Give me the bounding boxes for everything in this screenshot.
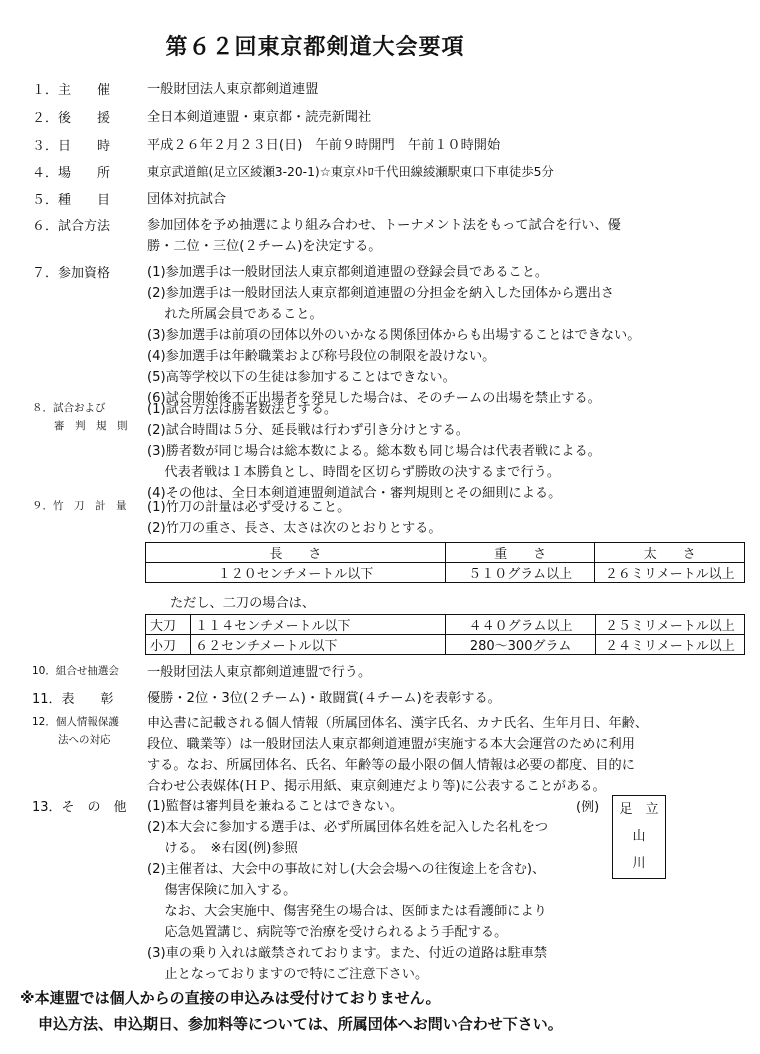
section-text: (1)竹刀の計量は必ず受けること。 (147, 500, 351, 515)
page-title: 第６２回東京都剣道大会要項 (165, 35, 465, 60)
shinai-spec-table (145, 542, 745, 583)
section-text: 勝・二位・三位(２チーム)を決定する。 (147, 239, 382, 254)
section-label: ９．竹 刀 計 量 (32, 500, 127, 512)
section-text: (3)車の乗り入れは厳禁されております。また、付近の道路は駐車禁 (147, 946, 548, 961)
section-text: (3)勝者数が同じ場合は総本数による。総本数も同じ場合は代表者戦による。 (147, 444, 601, 459)
table-header: 重 さ (446, 543, 595, 563)
section-label-line1: 12．個人情報保護 (32, 716, 119, 728)
table-row (146, 615, 745, 635)
section-text: 応急処置講じ、病院等で治療を受けられるよう手配する。 (147, 925, 508, 940)
section-text: する。なお、所属団体名、氏名、年齢等の最小限の個人情報は必要の都度、目的に (147, 758, 635, 773)
section-text: 平成２６年２月２３日(日) 午前９時開門 午前１０時開始 (147, 138, 501, 153)
section-label: 13．そ の 他 (32, 800, 127, 815)
table-cell: 小刀 (146, 635, 191, 655)
section-text: (2)竹刀の重さ、長さ、太さは次のとおりとする。 (147, 521, 442, 536)
section-label-line1: ８．試合および (32, 402, 106, 414)
section-label: 10．組合せ抽選会 (32, 665, 119, 677)
name-tag-line: 山 (632, 829, 646, 844)
table-header: 太 さ (595, 543, 745, 563)
section-label: ７．参加資格 (32, 266, 111, 281)
section-text: 止となっておりますので特にご注意下さい。 (147, 967, 429, 982)
section-text: 参加団体を予め抽選により組み合わせ、トーナメント法をもって試合を行い、優 (147, 218, 621, 233)
section-text: 段位、職業等）は一般財団法人東京都剣道連盟が実施する本大会運営のために利用 (147, 737, 635, 752)
section-label: ３．日 時 (32, 139, 111, 154)
section-label-line2: 審 判 規 則 (54, 420, 128, 432)
section-text: (1)監督は審判員を兼ねることはできない。 (147, 799, 404, 814)
table-row (146, 563, 745, 583)
section-label: ６．試合方法 (32, 219, 111, 234)
table-cell: 280～300グラム (446, 635, 595, 655)
section-text: (1)試合方法は勝者数法とする。 (147, 402, 338, 417)
section-text: (2)参加選手は一般財団法人東京都剣道連盟の分担金を納入した団体から選出さ (147, 286, 615, 301)
section-label: ５．種 目 (32, 193, 111, 208)
nito-spec-table (145, 614, 745, 655)
footer-notice: ※本連盟では個人からの直接の申込みは受付けておりません。 (20, 989, 441, 1007)
name-tag-line: 足 立 (619, 802, 659, 817)
section-text: 一般財団法人東京都剣道連盟 (147, 82, 319, 97)
table-cell: ２４ミリメートル以上 (595, 635, 744, 655)
section-label (32, 399, 150, 435)
section-text: 東京武道館(足立区綾瀬3-20-1)☆東京ﾒﾄﾛ千代田線綾瀬駅東口下車徒歩5分 (147, 165, 554, 179)
table-cell: ２５ミリメートル以上 (595, 615, 744, 635)
section-text: 合わせ公表媒体(ＨＰ、掲示用紙、東京剣連だより等)に公表することがある。 (147, 779, 606, 794)
table-cell: ２６ミリメートル以上 (595, 563, 745, 583)
section-text: ける。 ※右図(例)参照 (147, 841, 298, 856)
section-text: (3)参加選手は前項の団体以外のいかなる関係団体からも出場することはできない。 (147, 328, 641, 343)
example-label: (例) (576, 800, 600, 815)
section-text: (2)主催者は、大会中の事故に対し(大会会場への往復途上を含む)、 (147, 862, 546, 877)
table-cell: １１４センチメートル以下 (191, 615, 446, 635)
section-label-line2: 法への対応 (58, 734, 111, 746)
section-text: (4)その他は、全日本剣道連盟剣道試合・審判規則とその細則による。 (147, 486, 562, 501)
table-cell: 大刀 (146, 615, 191, 635)
section-text: 傷害保険に加入する。 (147, 883, 297, 898)
name-tag-line: 川 (632, 856, 646, 871)
section-text: なお、大会実施中、傷害発生の場合は、医師または看護師により (147, 904, 547, 919)
nito-note: ただし、二刀の場合は、 (170, 596, 316, 611)
table-header-row (146, 543, 745, 563)
section-label: ４．場 所 (32, 166, 111, 181)
section-text: (6)試合開始後不正出場者を発見した場合は、そのチームの出場を禁止する。 (147, 391, 601, 406)
section-text: 申込書に記載される個人情報（所属団体名、漢字氏名、カナ氏名、生年月日、年齢、 (147, 716, 649, 731)
section-text: (2)本大会に参加する選手は、必ず所属団体名姓を記入した名札をつ (147, 820, 549, 835)
table-cell: ４４０グラム以上 (446, 615, 595, 635)
table-cell: ５１０グラム以上 (446, 563, 595, 583)
section-text: 代表者戦は１本勝負とし、時間を区切らず勝敗の決するまで行う。 (147, 465, 561, 480)
section-label: １．主 催 (32, 83, 111, 98)
footer-inquiry: 申込方法、申込期日、参加料等については、所属団体へお問い合わせ下さい。 (38, 1015, 563, 1033)
section-text: (4)参加選手は年齢職業および称号段位の制限を設けない。 (147, 349, 496, 364)
section-text: (1)参加選手は一般財団法人東京都剣道連盟の登録会員であること。 (147, 265, 549, 280)
section-label (32, 713, 150, 749)
section-text: 優勝・2位・3位(２チーム)・敢闘賞(４チーム)を表彰する。 (147, 691, 501, 706)
table-header: 長 さ (146, 543, 446, 563)
name-tag-example (612, 795, 666, 879)
table-cell: ６２センチメートル以下 (191, 635, 446, 655)
table-row (146, 635, 745, 655)
section-text: 団体対抗試合 (147, 192, 227, 207)
section-text: 全日本剣道連盟・東京都・読売新聞社 (147, 110, 372, 125)
section-label: 11．表 彰 (32, 692, 114, 707)
section-text: (5)高等学校以下の生徒は参加することはできない。 (147, 370, 456, 385)
section-text: 一般財団法人東京都剣道連盟で行う。 (147, 665, 372, 680)
section-label: ２．後 援 (32, 111, 111, 126)
table-cell: １２０センチメートル以下 (146, 563, 446, 583)
section-text: (2)試合時間は５分、延長戦は行わず引き分けとする。 (147, 423, 469, 438)
section-text: れた所属会員であること。 (147, 307, 323, 322)
